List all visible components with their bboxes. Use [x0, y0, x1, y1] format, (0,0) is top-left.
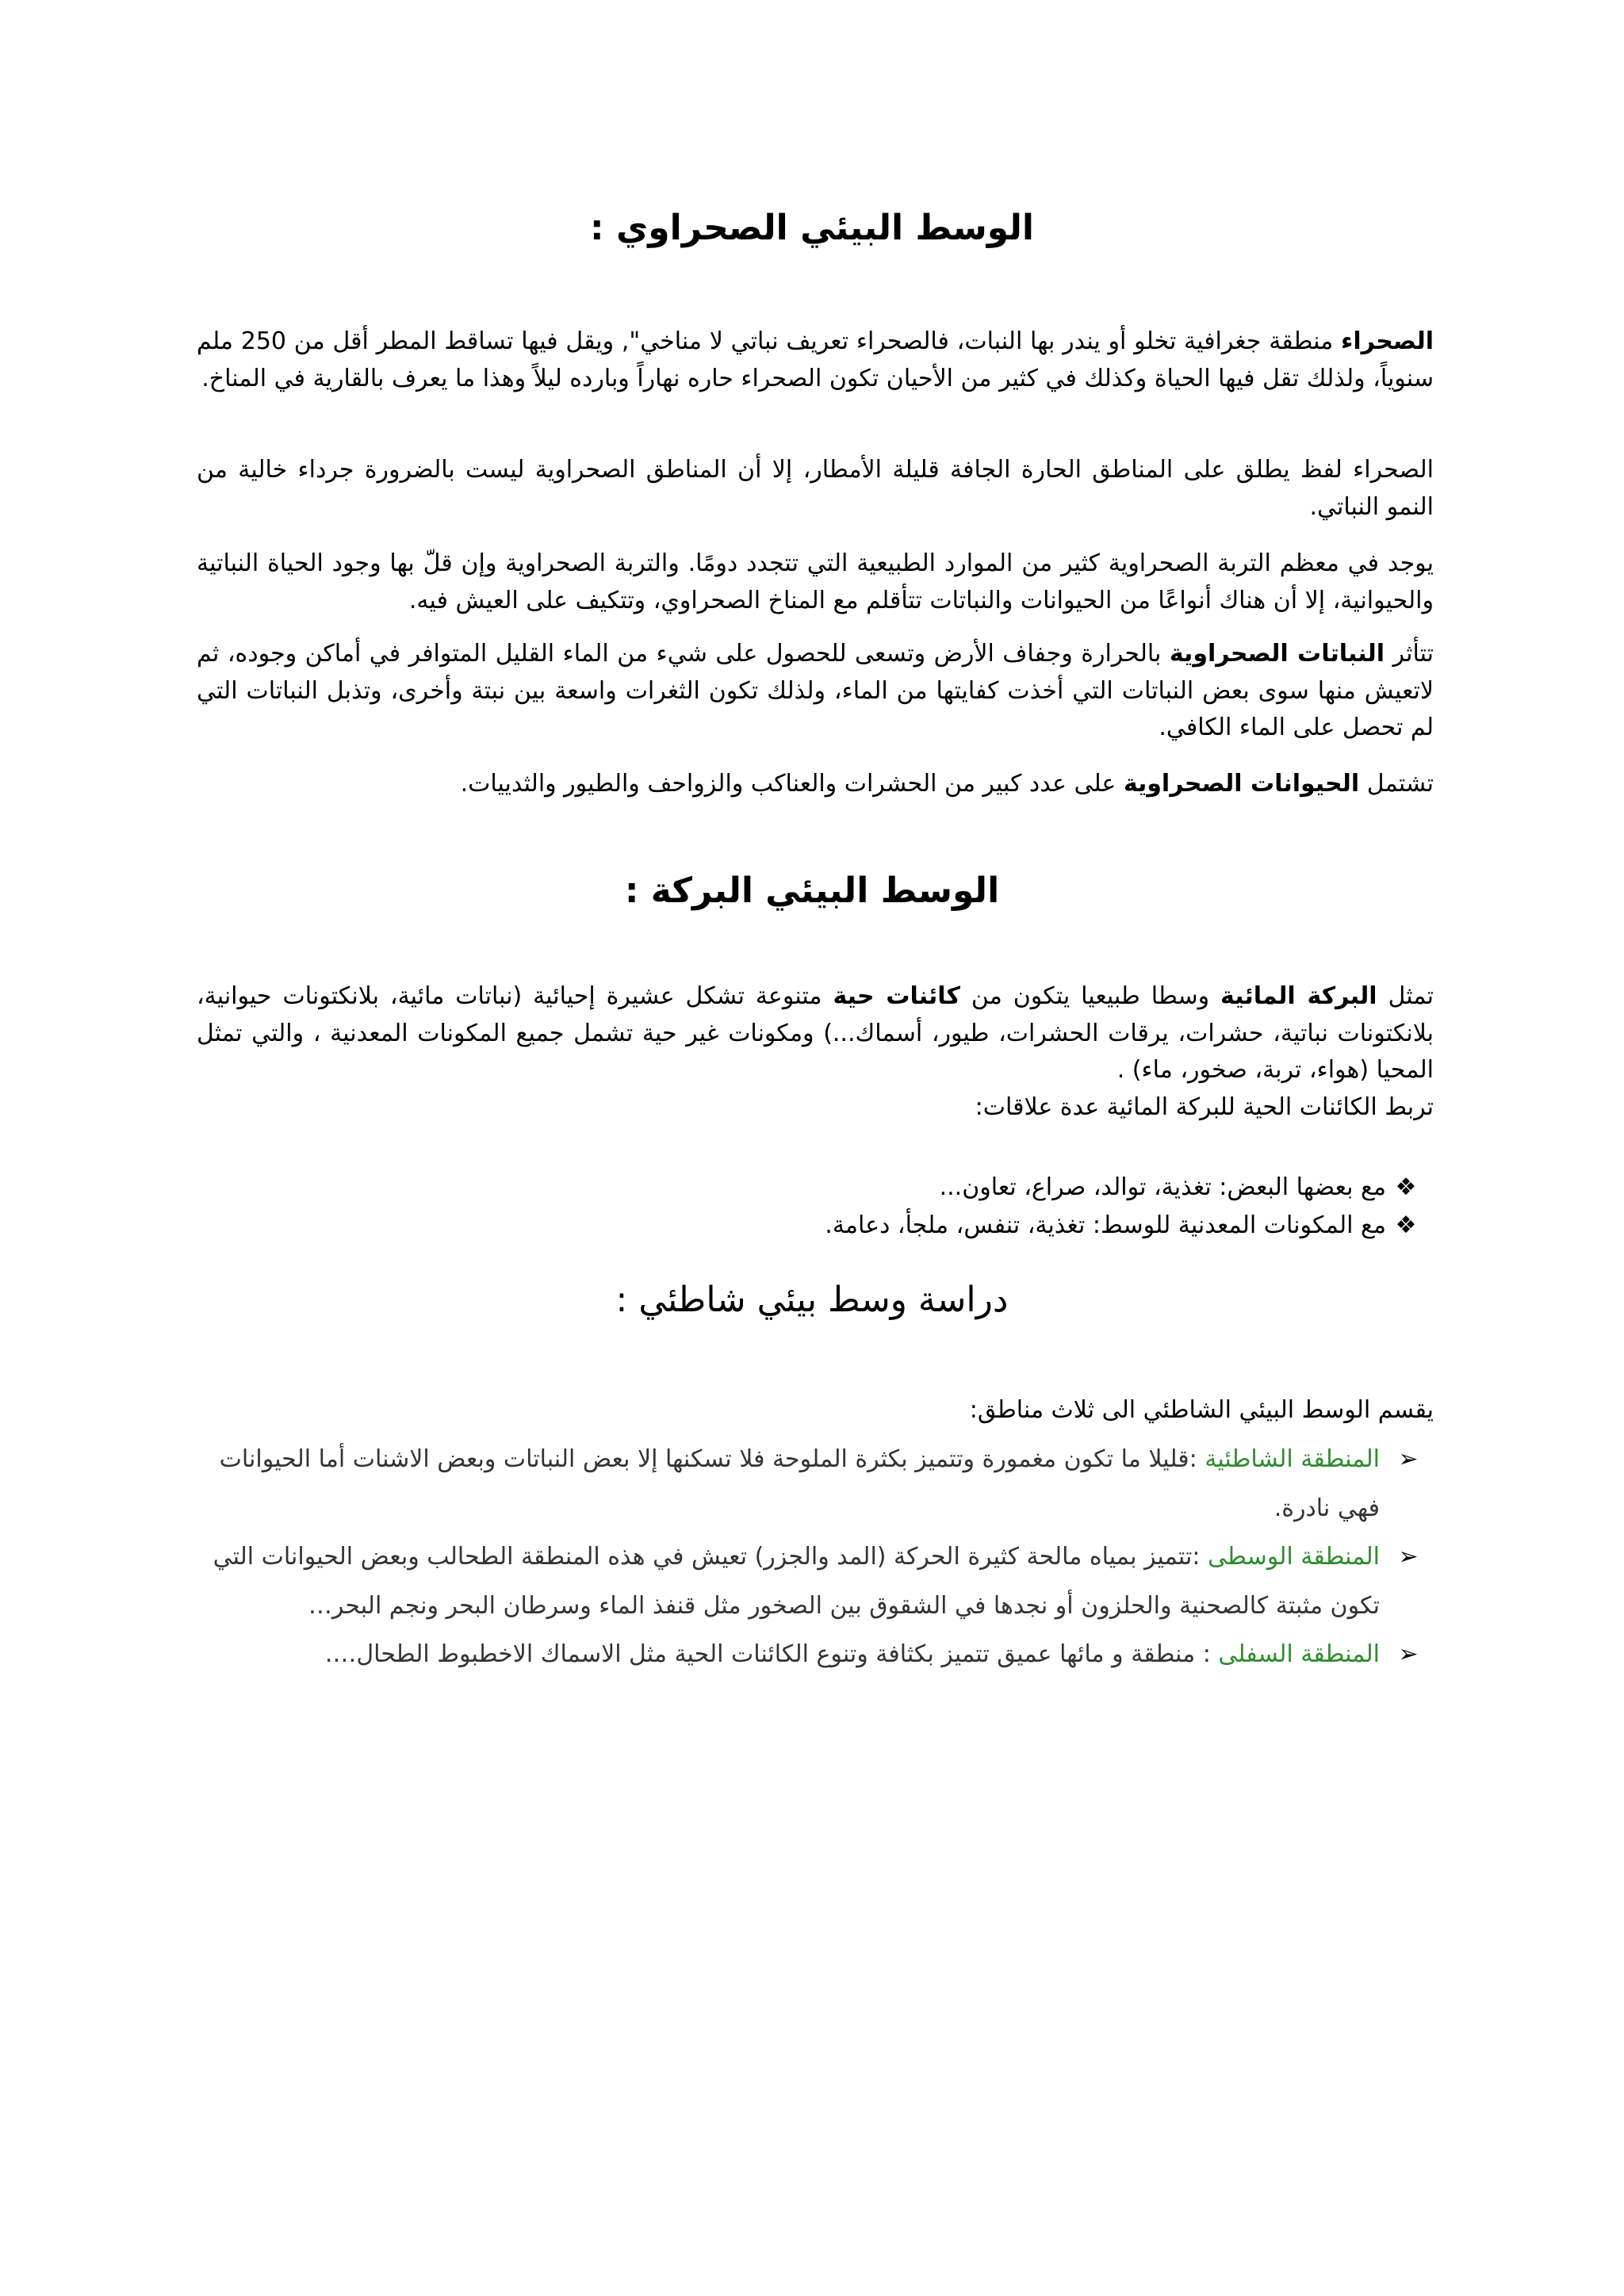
pond-term: البركة المائية: [1220, 982, 1377, 1010]
arrowhead-bullet-icon: ➢: [1398, 1640, 1419, 1668]
pond-description-paragraph: تمثل البركة المائية وسطا طبيعيا يتكون من كائنات حية متنوعة تشكل عشيرة إحيائية (نباتات مائية، بلانكتونات حيوانية، بلانكتونات نباتية، حشرات، يرقات الحشرات، طيور، أسماك...) ومكونات غير حية تشمل جميع المكونات المعدنية ، والتي تمثل المحيا (هواء، تربة، صخور، ماء) . تربط الكائنات الحية للبركة المائية عدة علاقات:: [197, 982, 1434, 1121]
desert-plants-term: النباتات الصحراوية: [1169, 640, 1385, 668]
desert-definition-text: منطقة جغرافية تخلو أو يندر بها النبات، فالصحراء تعريف نباتي لا مناخي", ويقل فيها تساقط المطر أقل من 250 ملم سنوياً، ولذلك تقل فيها الحياة وكذلك في كثير من الأحيان تكون الصحراء حاره نهاراً وبارده ليلاً وهذا ما يعرف بالقارية في المناخ.: [197, 327, 1434, 392]
desert-climate-paragraph: الصحراء لفظ يطلق على المناطق الحارة الجافة قليلة الأمطار، إلا أن المناطق الصحراوية ليست بالضرورة جرداء خالية من النمو النباتي.: [197, 456, 1434, 521]
list-item: ➢ المنطقة الشاطئية :قليلا ما تكون مغمورة وتتميز بكثرة الملوحة فلا تسكنها إلا بعض النباتات وبعض الاشنات أما الحيوانات فهي نادرة.: [173, 1435, 1434, 1533]
coast-section-title: دراسة وسط بيئي شاطئي :: [615, 1280, 1009, 1320]
desert-definition-paragraph: [197, 323, 1434, 397]
zone-name: المنطقة الشاطئية: [1205, 1445, 1380, 1473]
arrowhead-bullet-icon: ➢: [1398, 1445, 1419, 1473]
list-item: ❖ مع المكونات المعدنية للوسط: تغذية، تنفس، ملجأ، دعامة.: [197, 1207, 1434, 1245]
list-item: ❖ مع بعضها البعض: تغذية، توالد، صراع، تعاون...: [197, 1169, 1434, 1207]
four-diamond-bullet-icon: ❖: [1395, 1173, 1417, 1201]
pond-relations-intro: تربط الكائنات الحية للبركة المائية عدة علاقات:: [975, 1093, 1434, 1121]
coast-zones-list: [173, 1435, 1434, 1679]
four-diamond-bullet-icon: ❖: [1395, 1211, 1417, 1239]
desert-animals-term: الحيوانات الصحراوية: [1123, 770, 1360, 798]
desert-soil-paragraph: يوجد في معظم التربة الصحراوية كثير من الموارد الطبيعية التي تتجدد دومًا. والتربة الصحراوية وإن قلّ بها وجود الحياة النباتية والحيوانية، إلا أن هناك أنواعًا من الحيوانات والنباتات تتأقلم مع المناخ الصحراوي، وتتكيف على العيش فيه.: [197, 549, 1434, 614]
arrowhead-bullet-icon: ➢: [1398, 1543, 1419, 1571]
desert-animals-paragraph: تشتمل الحيوانات الصحراوية على عدد كبير من الحشرات والعناكب والزواحف والطيور والثدييات.: [460, 770, 1434, 798]
list-item: ➢ المنطقة الوسطى :تتميز بمياه مالحة كثيرة الحركة (المد والجزر) تعيش في هذه المنطقة الطحالب وبعض الحيوانات التي تكون مثبتة كالصحنية والحلزون أو نجدها في الشقوق بين الصخور مثل قنفذ الماء وسرطان البحر ونجم البحر…: [173, 1533, 1434, 1630]
list-item: ➢ المنطقة السفلى : منطقة و مائها عميق تتميز بكثافة وتنوع الكائنات الحية مثل الاسماك الاخطبوط الطحال….: [173, 1630, 1434, 1679]
living-beings-term: كائنات حية: [833, 982, 960, 1010]
coast-intro: يقسم الوسط البيئي الشاطئي الى ثلاث مناطق:: [969, 1396, 1434, 1424]
pond-relations-list: [197, 1169, 1434, 1245]
zone-name: المنطقة السفلى: [1218, 1640, 1380, 1668]
zone-name: المنطقة الوسطى: [1207, 1543, 1380, 1571]
desert-plants-paragraph: تتأثر النباتات الصحراوية بالحرارة وجفاف الأرض وتسعى للحصول على شيء من الماء القليل المتوافر في أماكن وجوده، ثم لاتعيش منها سوى بعض النباتات التي أخذت كفايتها من الماء، ولذلك تكون الثغرات واسعة بين نبتة وأخرى، وتذبل النباتات التي لم تحصل على الماء الكافي.: [197, 640, 1434, 741]
desert-section-title: الوسط البيئي الصحراوي :: [590, 208, 1034, 248]
desert-term: الصحراء: [1340, 327, 1434, 355]
pond-section-title: الوسط البيئي البركة :: [624, 871, 1000, 911]
